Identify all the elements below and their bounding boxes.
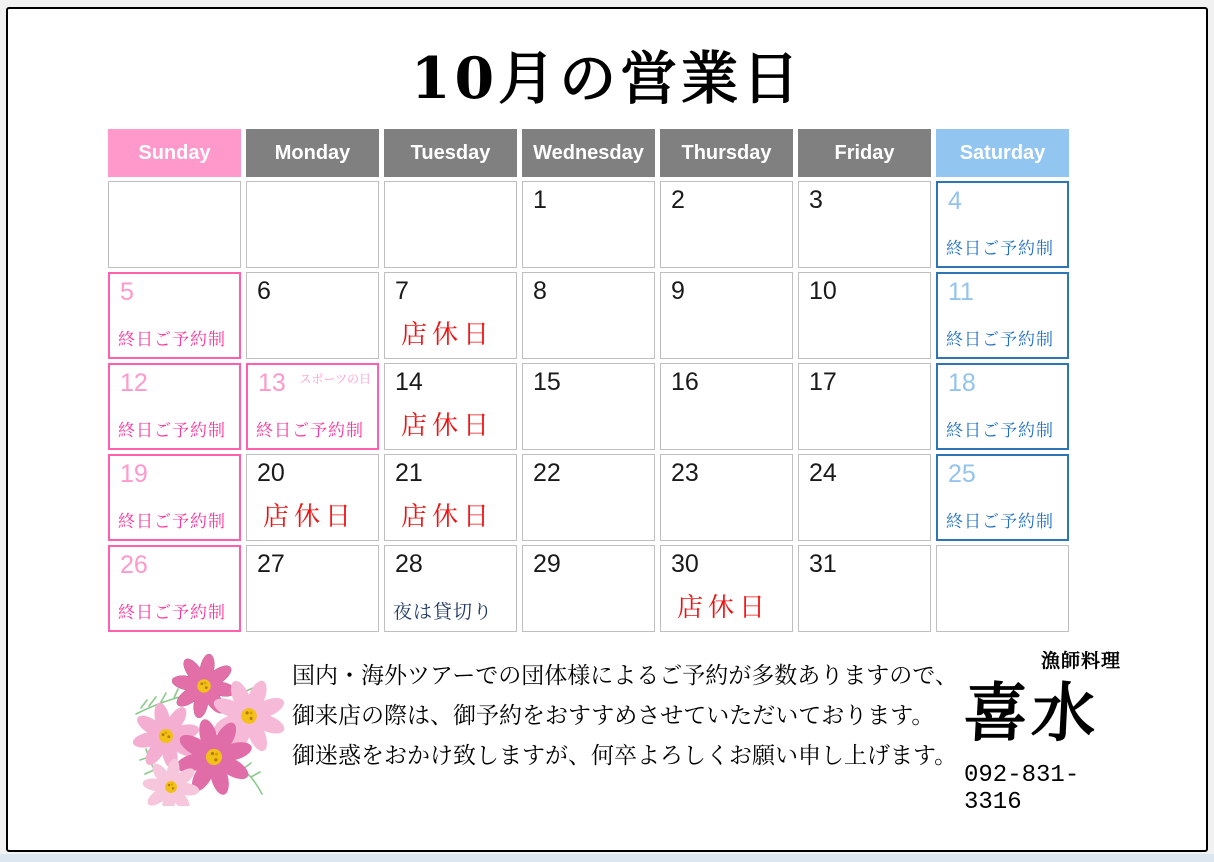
day-number: 17 (809, 368, 837, 396)
day-number: 5 (120, 278, 134, 306)
day-number: 8 (533, 277, 547, 305)
calendar-cell-day-23 (660, 454, 793, 541)
day-number: 11 (948, 278, 974, 306)
day-number: 16 (671, 368, 699, 396)
day-note: 終日ご予約制 (946, 421, 1054, 441)
calendar-cell-day-17 (798, 363, 931, 450)
day-number: 7 (395, 277, 409, 305)
calendar-cell-day-21 (384, 454, 517, 541)
notice-line-3: 御迷惑をおかけ致しますが、何卒よろしくお願い申し上げます。 (292, 743, 958, 769)
day-note: 終日ご予約制 (946, 512, 1054, 532)
day-note: 終日ご予約制 (118, 330, 226, 350)
holiday-badge: スポーツの日 (299, 372, 371, 386)
day-note: 終日ご予約制 (118, 421, 226, 441)
calendar-cell-day-28 (384, 545, 517, 632)
calendar-cell-day-20 (246, 454, 379, 541)
calendar-cell-day-25 (936, 454, 1069, 541)
day-number: 26 (120, 551, 148, 579)
day-number: 10 (809, 277, 837, 305)
calendar-cell-day-11 (936, 272, 1069, 359)
day-note: 終日ご予約制 (946, 330, 1054, 350)
calendar-cell-day-12 (108, 363, 241, 450)
page-title: 10月の営業日 (410, 45, 804, 112)
day-number: 9 (671, 277, 685, 305)
day-note: 店休日 (401, 320, 495, 350)
calendar-cell-day-14 (384, 363, 517, 450)
calendar-cell-day-19 (108, 454, 241, 541)
calendar-cell-day-30 (660, 545, 793, 632)
calendar-cell-day-8 (522, 272, 655, 359)
footer (8, 632, 1206, 816)
day-note: 店休日 (263, 502, 357, 532)
restaurant-logo (961, 648, 1129, 751)
day-number: 28 (395, 550, 423, 578)
calendar-cell-day-2 (660, 181, 793, 268)
day-number: 15 (533, 368, 561, 396)
calendar-cell-empty (384, 181, 517, 268)
calendar-cell-day-27 (246, 545, 379, 632)
calendar-cell-day-13 (246, 363, 379, 450)
calendar-cell-empty (246, 181, 379, 268)
day-number: 18 (948, 369, 976, 397)
calendar-cell-day-29 (522, 545, 655, 632)
bottom-strip (0, 854, 1214, 862)
day-number: 22 (533, 459, 561, 487)
day-note: 夜は貸切り (393, 601, 494, 623)
day-number: 19 (120, 460, 148, 488)
calendar-cell-day-18 (936, 363, 1069, 450)
day-number: 27 (257, 550, 285, 578)
calendar-cell-day-15 (522, 363, 655, 450)
day-number: 29 (533, 550, 561, 578)
calendar-cell-day-6 (246, 272, 379, 359)
day-number: 21 (395, 459, 423, 487)
day-number: 4 (948, 187, 962, 215)
day-number: 14 (395, 368, 423, 396)
day-number: 20 (257, 459, 285, 487)
day-number: 13 (258, 369, 286, 397)
weekday-header-thursday: Thursday (660, 129, 793, 177)
calendar-cell-day-22 (522, 454, 655, 541)
logo-name: 喜水 (961, 676, 1102, 751)
calendar-cell-empty (936, 545, 1069, 632)
calendar-cell-day-3 (798, 181, 931, 268)
notice-text (292, 648, 964, 776)
day-note: 終日ご予約制 (118, 512, 226, 532)
weekday-header-friday: Friday (798, 129, 931, 177)
day-note: 終日ご予約制 (256, 421, 364, 441)
day-number: 31 (809, 550, 837, 578)
day-number: 24 (809, 459, 837, 487)
day-note: 終日ご予約制 (946, 239, 1054, 259)
calendar-cell-empty (108, 181, 241, 268)
weekday-header-saturday: Saturday (936, 129, 1069, 177)
weekday-header-tuesday: Tuesday (384, 129, 517, 177)
day-note: 店休日 (677, 593, 771, 623)
day-note: 店休日 (401, 411, 495, 441)
calendar-cell-day-5 (108, 272, 241, 359)
day-note: 店休日 (401, 502, 495, 532)
day-note: 終日ご予約制 (118, 603, 226, 623)
day-number: 30 (671, 550, 699, 578)
weekday-header-monday: Monday (246, 129, 379, 177)
day-number: 23 (671, 459, 699, 487)
calendar-cell-day-16 (660, 363, 793, 450)
notice-line-2: 御来店の際は、御予約をおすすめさせていただいております。 (292, 703, 935, 729)
calendar-grid (108, 129, 1206, 632)
day-number: 2 (671, 186, 685, 214)
calendar-cell-day-10 (798, 272, 931, 359)
weekday-header-wednesday: Wednesday (522, 129, 655, 177)
cosmos-flowers-image (116, 644, 288, 806)
phone-number: 092-831-3316 (964, 762, 1080, 816)
day-number: 1 (533, 186, 547, 214)
weekday-header-sunday: Sunday (108, 129, 241, 177)
calendar-cell-day-1 (522, 181, 655, 268)
day-number: 6 (257, 277, 271, 305)
notice-line-1: 国内・海外ツアーでの団体様によるご予約が多数ありますので、 (292, 663, 958, 689)
calendar-cell-day-24 (798, 454, 931, 541)
calendar-cell-day-31 (798, 545, 931, 632)
logo-tagline: 漁師料理 (1040, 650, 1121, 672)
calendar-cell-day-26 (108, 545, 241, 632)
calendar-cell-day-4 (936, 181, 1069, 268)
restaurant-logo-block (961, 648, 1129, 816)
calendar-cell-day-9 (660, 272, 793, 359)
day-number: 12 (120, 369, 148, 397)
calendar-cell-day-7 (384, 272, 517, 359)
day-number: 25 (948, 460, 976, 488)
day-number: 3 (809, 186, 823, 214)
calendar-page (6, 7, 1208, 852)
